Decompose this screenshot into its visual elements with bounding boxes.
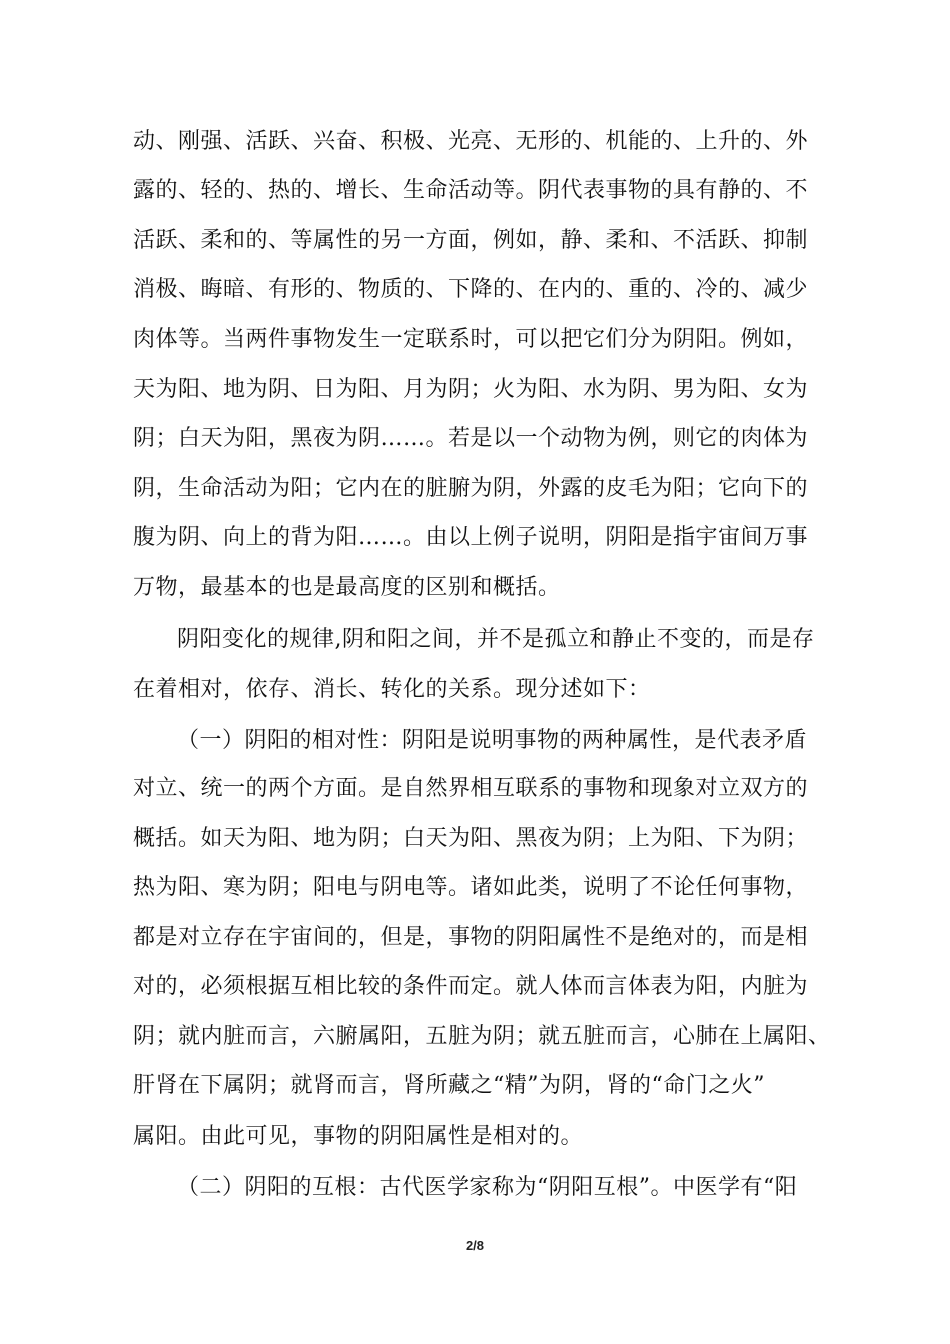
text-line: 属阳。由此可见，事物的阴阳属性是相对的。 [133, 1124, 584, 1149]
text-line: 肝肾在下属阴；就肾而言，肾所藏之“精”为阴，肾的“命门之火” [133, 1073, 765, 1098]
text-line: 都是对立存在宇宙间的，但是，事物的阴阳属性不是绝对的，而是相 [133, 925, 809, 950]
text-line: 对的，必须根据互相比较的条件而定。就人体而言体表为阳，内脏为 [133, 974, 809, 999]
text-line: （二）阴阳的互根：古代医学家称为“阴阳互根”。中医学有“阳 [177, 1175, 798, 1200]
text-line: 天为阳、地为阴、日为阳、月为阴；火为阳、水为阴、男为阳、女为 [133, 377, 809, 402]
page-number: 2/8 [465, 1238, 485, 1253]
text-line: 消极、晦暗、有形的、物质的、下降的、在内的、重的、冷的、减少 [133, 277, 809, 302]
text-line: 热为阳、寒为阴；阳电与阴电等。诸如此类，说明了不论任何事物， [133, 875, 809, 900]
text-line: 阴阳变化的规律,阴和阳之间，并不是孤立和静止不变的，而是存 [177, 627, 815, 652]
text-line: 露的、轻的、热的、增长、生命活动等。阴代表事物的具有静的、不 [133, 178, 809, 203]
text-line: 概括。如天为阳、地为阴；白天为阳、黑夜为阴；上为阳、下为阴； [133, 826, 809, 851]
text-line: 在着相对，依存、消长、转化的关系。现分述如下： [133, 677, 651, 702]
text-line: 阴，生命活动为阳；它内在的脏腑为阴，外露的皮毛为阳；它向下的 [133, 476, 809, 501]
text-line: 对立、统一的两个方面。是自然界相互联系的事物和现象对立双方的 [133, 776, 809, 801]
text-line: 阴；就内脏而言，六腑属阳，五脏为阴；就五脏而言，心肺在上属阳、 [133, 1024, 831, 1049]
text-line: 阴；白天为阳，黑夜为阴……。若是以一个动物为例，则它的肉体为 [133, 426, 809, 451]
text-line: （一）阴阳的相对性：阴阳是说明事物的两种属性，是代表矛盾 [177, 728, 808, 753]
text-line: 腹为阴、向上的背为阳……。由以上例子说明，阴阳是指宇宙间万事 [133, 525, 809, 550]
text-line: 万物，最基本的也是最高度的区别和概括。 [133, 575, 561, 600]
text-line: 肉体等。当两件事物发生一定联系时，可以把它们分为阴阳。例如， [133, 327, 809, 352]
text-line: 动、刚强、活跃、兴奋、积极、光亮、无形的、机能的、上升的、外 [133, 129, 809, 154]
text-line: 活跃、柔和的、等属性的另一方面，例如，静、柔和、不活跃、抑制 [133, 228, 809, 253]
